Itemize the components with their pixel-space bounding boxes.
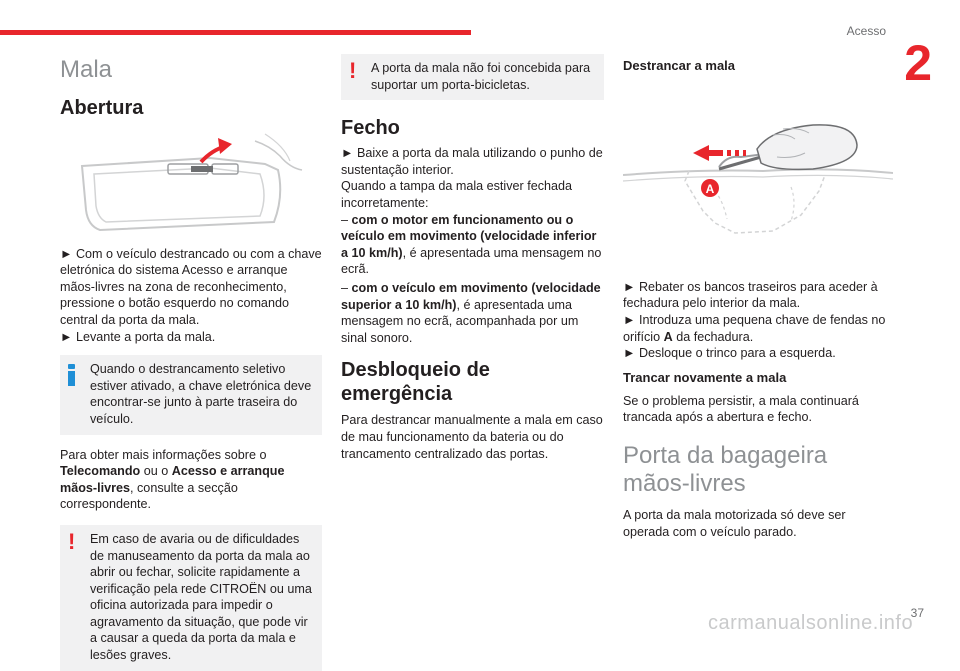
emergency-unlock-text: Para destrancar manualmente a mala em caso de mau funcionamento da bateria ou do trancamento centralizado das portas.	[341, 413, 603, 461]
watermark: carmanualsonline.info	[708, 612, 914, 634]
column-3	[623, 58, 893, 540]
heading-fecho: Fecho	[341, 117, 400, 140]
remote-control-link: Telecomando	[60, 464, 141, 479]
lock-screwdriver-illustration	[623, 83, 893, 243]
opening-step-1: ► Com o veículo destrancado ou com a chave eletrónica do sistema Acesso e arranque mãos-livres na zona de reconhecimento, pressione o botão esquerdo no comando central da porta da mala.	[60, 246, 322, 327]
warning-box-bike-rack	[341, 54, 604, 100]
page-number: 37	[910, 606, 924, 620]
relock-text: Se o problema persistir, a mala continuará trancada após a abertura e fecho.	[623, 393, 859, 425]
info-icon	[67, 364, 76, 386]
closing-condition: Quando a tampa da mala estiver fechada incorretamente:	[341, 179, 573, 210]
heading-mala: Mala	[60, 56, 113, 83]
unlock-step-1: ► Rebater os bancos traseiros para aceder à fechadura pelo interior da mala.	[623, 279, 878, 311]
info-box-text: Quando o destrancamento seletivo estiver ativado, a chave eletrónica deve encontrar-se junto à parte traseira do veículo.	[90, 362, 312, 426]
warning-icon: !	[349, 58, 357, 83]
section-title: Acesso	[846, 24, 886, 38]
warning-icon: !	[68, 528, 76, 554]
heading-handsfree-tailgate: Porta da bagageira mãos-livres	[623, 441, 828, 497]
warning-box-failure-text: Em caso de avaria ou de dificuldades de manuseamento da porta da mala ao abrir ou fechar, solicite rapidamente a verificação pela rede CITROËN ou uma oficina autorizada para impedir o agravamento da situação, que pode vir a causar a queda da porta da mala e lesões graves.	[90, 531, 312, 663]
unlock-step-2: ► Introduza uma pequena chave de fendas no orifício A da fechadura.	[623, 313, 886, 344]
more-info-paragraph: Para obter mais informações sobre o Telecomando ou o Acesso e arranque mãos-livres, consulte a secção correspondente.	[60, 447, 285, 512]
warning-box-failure	[60, 525, 322, 671]
unlock-step-3: ► Desloque o trinco para a esquerda.	[623, 346, 836, 361]
info-box	[60, 355, 322, 434]
top-accent-bar	[0, 30, 471, 35]
label-a: A	[705, 181, 715, 196]
closing-item-1: – com o motor em funcionamento ou o veículo em movimento (velocidade inferior a 10 km/h), é apresentada uma mensagem no ecrã.	[341, 212, 602, 277]
chapter-number: 2	[904, 35, 932, 91]
column-1	[60, 56, 322, 671]
opening-step-2: ► Levante a porta da mala.	[60, 329, 216, 344]
closing-step: ► Baixe a porta da mala utilizando o punho de sustentação interior.	[341, 146, 603, 177]
heading-emergency-unlock: Desbloqueio de emergência	[341, 359, 490, 406]
handsfree-tailgate-text: A porta da mala motorizada só deve ser operada com o veículo parado.	[623, 508, 846, 539]
keyless-access-link: Acesso e arranque mãos-livres	[60, 464, 285, 495]
column-2	[341, 54, 604, 462]
heading-abertura: Abertura	[60, 96, 144, 119]
closing-item-2: – com o veículo em movimento (velocidade superior a 10 km/h), é apresentada uma mensagem no ecrã, acompanhada por um sinal sonoro.	[341, 280, 601, 345]
heading-unlock-boot: Destrancar a mala	[623, 58, 736, 73]
heading-relock: Trancar novamente a mala	[623, 369, 787, 385]
tailgate-button-illustration	[60, 126, 322, 238]
warning-box-bike-rack-text: A porta da mala não foi concebida para suportar um porta-bicicletas.	[371, 61, 591, 92]
